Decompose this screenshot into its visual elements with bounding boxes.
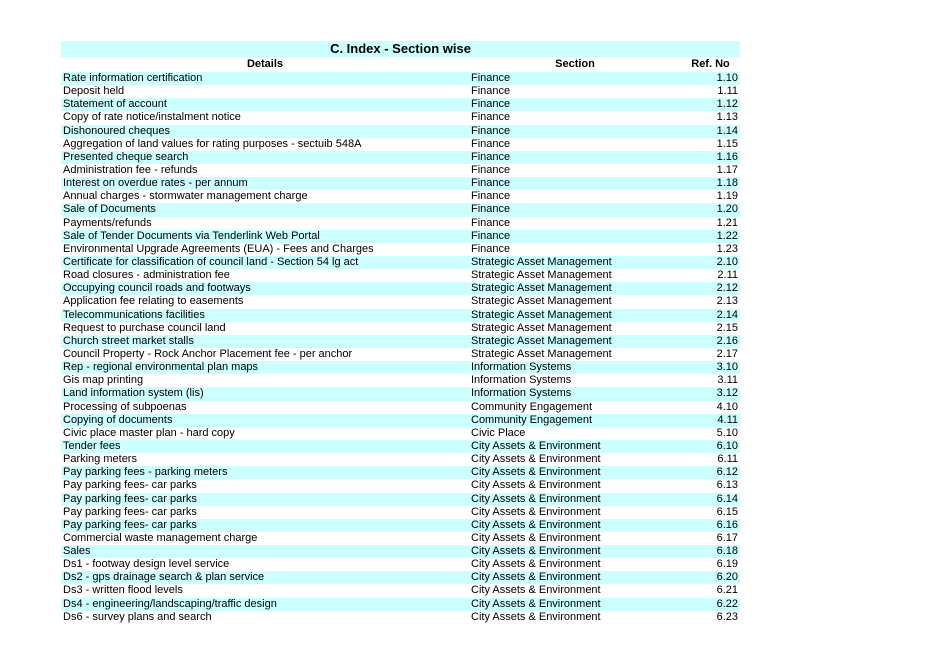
cell-ref-no: 2.10 (716, 255, 738, 268)
cell-section: Information Systems (471, 361, 572, 374)
cell-details: Sale of Tender Documents via Tenderlink Web Portal (63, 229, 320, 242)
cell-details: Statement of account (63, 98, 167, 111)
table-row (61, 479, 740, 492)
cell-details: Administration fee - refunds (63, 163, 198, 176)
cell-section: Finance (471, 190, 511, 203)
cell-ref-no: 1.17 (716, 163, 738, 176)
cell-section: City Assets & Environment (471, 492, 601, 505)
cell-section: Finance (471, 111, 511, 124)
cell-details: Ds3 - written flood levels (63, 584, 183, 597)
cell-section: Finance (471, 216, 511, 229)
cell-ref-no: 1.15 (716, 137, 738, 150)
cell-section: Finance (471, 150, 511, 163)
cell-details: Environmental Upgrade Agreements (EUA) - Fees and Charges (63, 242, 374, 255)
cell-details: Council Property - Rock Anchor Placement fee - per anchor (63, 347, 353, 360)
cell-details: Commercial waste management charge (63, 531, 258, 544)
cell-section: Finance (471, 98, 511, 111)
cell-ref-no: 6.17 (716, 531, 738, 544)
cell-section: Civic Place (471, 426, 526, 439)
table-row (61, 309, 740, 322)
table-row (61, 282, 740, 295)
table-row (61, 164, 740, 177)
cell-section: Strategic Asset Management (471, 347, 612, 360)
cell-details: Copy of rate notice/instalment notice (63, 111, 241, 124)
cell-details: Rate information certification (63, 72, 203, 84)
table-row (61, 322, 740, 335)
cell-section: City Assets & Environment (471, 466, 601, 479)
cell-section: Finance (471, 124, 511, 137)
cell-details: Road closures - administration fee (63, 269, 230, 282)
table-row (61, 85, 740, 98)
cell-section: Community Engagement (471, 400, 593, 413)
cell-details: Tender fees (63, 439, 121, 452)
cell-details: Telecommunications facilities (63, 308, 205, 321)
cell-section: City Assets & Environment (471, 531, 601, 544)
cell-ref-no: 6.23 (716, 610, 738, 623)
cell-ref-no: 4.10 (716, 400, 738, 413)
cell-section: City Assets & Environment (471, 545, 601, 558)
cell-ref-no: 2.11 (717, 269, 738, 282)
cell-ref-no: 6.15 (716, 505, 738, 518)
cell-ref-no: 6.20 (716, 571, 738, 584)
cell-section: Finance (471, 85, 511, 98)
table-row (61, 230, 740, 243)
column-header-section: Section (555, 58, 595, 70)
table-row (61, 243, 740, 256)
cell-details: Pay parking fees- car parks (63, 518, 197, 531)
cell-section: City Assets & Environment (471, 571, 601, 584)
table-row (61, 506, 740, 519)
cell-section: City Assets & Environment (471, 597, 601, 610)
table-row (61, 203, 740, 216)
table-row (61, 125, 740, 138)
cell-ref-no: 1.18 (716, 177, 738, 190)
cell-section: Information Systems (471, 387, 572, 400)
cell-ref-no: 2.14 (716, 308, 738, 321)
cell-details: Certificate for classification of council land - Section 54 lg act (63, 255, 359, 268)
cell-ref-no: 6.13 (716, 479, 738, 492)
cell-ref-no: 1.12 (716, 98, 738, 111)
table-row (61, 295, 740, 308)
cell-ref-no: 3.10 (716, 361, 738, 374)
cell-ref-no: 2.16 (716, 334, 738, 347)
table-row (61, 361, 740, 374)
cell-ref-no: 6.18 (716, 545, 738, 558)
cell-ref-no: 6.19 (716, 558, 738, 571)
table-row (61, 598, 740, 611)
table-row (61, 138, 740, 151)
cell-details: Presented cheque search (63, 150, 189, 163)
cell-ref-no: 2.13 (716, 295, 738, 308)
cell-details: Request to purchase council land (63, 321, 226, 334)
cell-section: Strategic Asset Management (471, 295, 612, 308)
cell-ref-no: 1.16 (716, 150, 738, 163)
cell-details: Aggregation of land values for rating purposes - sectuib 548A (63, 137, 362, 150)
cell-details: Dishonoured cheques (63, 124, 171, 137)
cell-section: City Assets & Environment (471, 505, 601, 518)
cell-section: City Assets & Environment (471, 610, 601, 623)
cell-details: Pay parking fees- car parks (63, 505, 197, 518)
table-row (61, 466, 740, 479)
cell-section: Finance (471, 242, 511, 255)
table-row (61, 335, 740, 348)
cell-ref-no: 5.10 (716, 426, 738, 439)
table-body (61, 72, 740, 624)
table-row (61, 151, 740, 164)
table-row (61, 519, 740, 532)
cell-section: Information Systems (471, 374, 572, 387)
cell-ref-no: 6.22 (716, 597, 738, 610)
table-row (61, 374, 740, 387)
cell-section: City Assets & Environment (471, 558, 601, 571)
cell-ref-no: 2.12 (716, 282, 738, 295)
table-row (61, 427, 740, 440)
cell-section: City Assets & Environment (471, 518, 601, 531)
table-header (61, 57, 740, 71)
table-row (61, 532, 740, 545)
cell-details: Land information system (lis) (63, 387, 204, 400)
cell-section: Community Engagement (471, 413, 593, 426)
table-row (61, 177, 740, 190)
table-row (61, 98, 740, 111)
cell-section: Strategic Asset Management (471, 334, 612, 347)
cell-details: Ds1 - footway design level service (63, 558, 230, 571)
cell-section: City Assets & Environment (471, 453, 601, 466)
table-row (61, 72, 740, 85)
cell-ref-no: 1.19 (716, 190, 738, 203)
cell-ref-no: 1.22 (716, 229, 738, 242)
cell-details: Occupying council roads and footways (63, 282, 251, 295)
cell-ref-no: 6.16 (716, 518, 738, 531)
table-row (61, 217, 740, 230)
cell-details: Parking meters (63, 453, 137, 466)
cell-ref-no: 1.20 (716, 203, 738, 216)
cell-details: Copying of documents (63, 413, 173, 426)
cell-ref-no: 1.14 (716, 124, 738, 137)
table-row (61, 558, 740, 571)
table-row (61, 401, 740, 414)
cell-section: Finance (471, 163, 511, 176)
cell-details: Gis map printing (63, 374, 144, 387)
table-row (61, 493, 740, 506)
table-title: C. Index - Section wise (61, 41, 740, 57)
cell-section: Strategic Asset Management (471, 269, 612, 282)
table-row (61, 571, 740, 584)
cell-ref-no: 6.21 (716, 584, 738, 597)
table-row (61, 440, 740, 453)
table-row (61, 256, 740, 269)
cell-details: Processing of subpoenas (63, 400, 187, 413)
cell-section: City Assets & Environment (471, 479, 601, 492)
cell-ref-no: 3.11 (717, 374, 738, 387)
cell-ref-no: 1.10 (716, 72, 738, 84)
table-row (61, 190, 740, 203)
cell-section: Finance (471, 72, 511, 84)
cell-details: Ds6 - survey plans and search (63, 610, 212, 623)
cell-section: Strategic Asset Management (471, 255, 612, 268)
cell-details: Application fee relating to easements (63, 295, 244, 308)
table-row (61, 453, 740, 466)
table-row (61, 545, 740, 558)
table-row (61, 348, 740, 361)
cell-section: City Assets & Environment (471, 439, 601, 452)
cell-details: Ds4 - engineering/landscaping/traffic design (63, 597, 277, 610)
cell-ref-no: 2.17 (716, 347, 738, 360)
cell-section: Strategic Asset Management (471, 282, 612, 295)
table-row (61, 269, 740, 282)
cell-details: Sales (63, 545, 91, 558)
cell-section: Finance (471, 137, 511, 150)
cell-details: Interest on overdue rates - per annum (63, 177, 248, 190)
column-header-details: Details (246, 58, 284, 70)
cell-section: City Assets & Environment (471, 584, 601, 597)
cell-details: Civic place master plan - hard copy (63, 426, 235, 439)
table-row (61, 611, 740, 624)
cell-ref-no: 1.23 (716, 242, 738, 255)
cell-ref-no: 6.10 (716, 439, 738, 452)
table-row (61, 387, 740, 400)
table-row (61, 584, 740, 597)
cell-section: Finance (471, 177, 511, 190)
cell-ref-no: 2.15 (716, 321, 738, 334)
cell-ref-no: 4.11 (717, 413, 738, 426)
cell-details: Church street market stalls (63, 334, 194, 347)
cell-ref-no: 6.14 (716, 492, 738, 505)
cell-section: Finance (471, 229, 511, 242)
cell-details: Pay parking fees- car parks (63, 492, 197, 505)
cell-details: Ds2 - gps drainage search & plan service (63, 571, 265, 584)
cell-ref-no: 3.12 (716, 387, 738, 400)
cell-ref-no: 1.11 (717, 85, 738, 98)
cell-details: Annual charges - stormwater management charge (63, 190, 308, 203)
cell-details: Pay parking fees- car parks (63, 479, 197, 492)
table-row (61, 111, 740, 124)
cell-ref-no: 1.21 (716, 216, 738, 229)
cell-section: Strategic Asset Management (471, 321, 612, 334)
cell-section: Strategic Asset Management (471, 308, 612, 321)
cell-details: Rep - regional environmental plan maps (63, 361, 259, 374)
cell-section: Finance (471, 203, 511, 216)
index-table (61, 41, 740, 624)
cell-details: Payments/refunds (63, 216, 152, 229)
cell-details: Pay parking fees - parking meters (63, 466, 228, 479)
column-header-ref-no: Ref. No (691, 58, 730, 70)
cell-ref-no: 6.11 (717, 453, 738, 466)
cell-ref-no: 1.13 (716, 111, 738, 124)
cell-details: Deposit held (63, 85, 125, 98)
cell-ref-no: 6.12 (716, 466, 738, 479)
table-row (61, 414, 740, 427)
cell-details: Sale of Documents (63, 203, 156, 216)
